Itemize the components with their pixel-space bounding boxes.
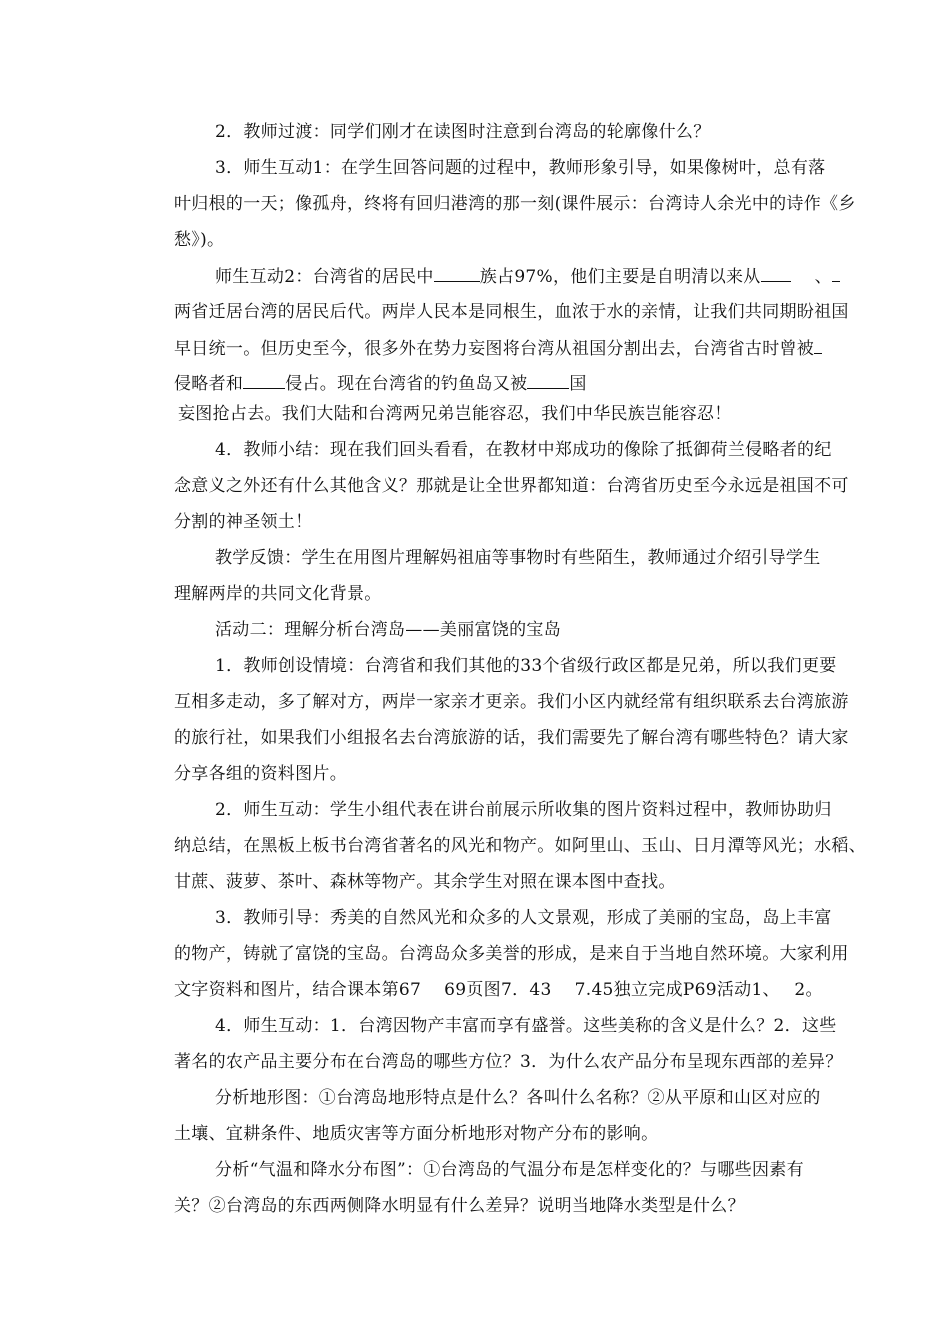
fill-blank	[814, 337, 822, 354]
paragraph-teacher-guidance-line-3: 文字资料和图片，结合课本第67 69页图7．43 7.45独立完成P69活动1、 2。	[174, 980, 823, 1000]
paragraph-terrain-analysis-line-1: 分析地形图：①台湾岛地形特点是什么？各叫什么名称？②从平原和山区对应的	[215, 1088, 821, 1108]
paragraph-teacher-summary-line-1: 4．教师小结：现在我们回头看看，在教材中郑成功的像除了抵御荷兰侵略者的纪	[215, 440, 832, 460]
paragraph-climate-analysis-line-1: 分析“气温和降水分布图”：①台湾岛的气温分布是怎样变化的？与哪些因素有	[215, 1160, 804, 1180]
paragraph-interaction-2-line-1: 师生互动2：台湾省的居民中 族占97%，他们主要是自明清以来从 、	[215, 265, 840, 288]
paragraph-questions-line-1: 4．师生互动：1．台湾因物产丰富而享有盛誉。这些美称的含义是什么？2．这些	[215, 1016, 837, 1036]
paragraph-interaction-2-line-3: 早日统一。但历史至今，很多外在势力妄图将台湾从祖国分割出去，台湾省古时曾被	[174, 337, 822, 360]
paragraph-climate-analysis-line-2: 关？②台湾岛的东西两侧降水明显有什么差异？说明当地降水类型是什么？	[174, 1196, 745, 1216]
paragraph-scenario-line-2: 互相多走动，多了解对方，两岸一家亲才更亲。我们小区内就经常有组织联系去台湾旅游	[174, 692, 849, 712]
fill-blank	[434, 265, 480, 282]
paragraph-interaction-1-line-2: 叶归根的一天；像孤舟，终将有回归港湾的那一刻(课件展示：台湾诗人余光中的诗作《乡	[174, 194, 856, 214]
paragraph-interaction-2-line-4: 侵略者和 侵占。现在台湾省的钓鱼岛又被 国	[174, 374, 587, 394]
paragraph-interaction-line-1: 2．师生互动：学生小组代表在讲台前展示所收集的图片资料过程中，教师协助归	[215, 800, 832, 820]
paragraph-teacher-guidance-line-2: 的物产，铸就了富饶的宝岛。台湾岛众多美誉的形成，是来自于当地自然环境。大家利用	[174, 944, 849, 964]
paragraph-teacher-transition: 2．教师过渡：同学们刚才在读图时注意到台湾岛的轮廓像什么？	[215, 122, 711, 142]
paragraph-scenario-line-3: 的旅行社，如果我们小组报名去台湾旅游的话，我们需要先了解台湾有哪些特色？请大家	[174, 728, 849, 748]
paragraph-teaching-feedback-line-1: 教学反馈：学生在用图片理解妈祖庙等事物时有些陌生，教师通过介绍引导学生	[215, 548, 821, 568]
activity-two-heading: 活动二：理解分析台湾岛——美丽富饶的宝岛	[215, 620, 561, 640]
paragraph-terrain-analysis-line-2: 土壤、宜耕条件、地质灾害等方面分析地形对物产分布的影响。	[174, 1124, 659, 1144]
paragraph-scenario-line-4: 分享各组的资料图片。	[174, 764, 347, 784]
paragraph-teacher-summary-line-2: 念意义之外还有什么其他含义？那就是让全世界都知道：台湾省历史至今永远是祖国不可	[174, 476, 849, 496]
paragraph-interaction-2-line-2: 两省迁居台湾的居民后代。两岸人民本是同根生，血浓于水的亲情，让我们共同期盼祖国	[174, 302, 849, 322]
paragraph-interaction-1-line-1: 3．师生互动1：在学生回答问题的过程中，教师形象引导，如果像树叶，总有落	[215, 158, 826, 178]
paragraph-questions-line-2: 著名的农产品主要分布在台湾岛的哪些方位？3．为什么农产品分布呈现东西部的差异？	[174, 1052, 843, 1072]
fill-blank	[761, 265, 791, 282]
paragraph-interaction-line-3: 甘蔗、菠萝、茶叶、森林等物产。其余学生对照在课本图中查找。	[174, 872, 676, 892]
paragraph-interaction-2-line-5: 妄图抢占去。我们大陆和台湾两兄弟岂能容忍，我们中华民族岂能容忍！	[178, 404, 732, 424]
paragraph-teaching-feedback-line-2: 理解两岸的共同文化背景。	[174, 584, 382, 604]
fill-blank	[527, 372, 569, 389]
paragraph-interaction-1-line-3: 愁》)。	[174, 230, 225, 250]
paragraph-teacher-summary-line-3: 分割的神圣领土！	[174, 512, 313, 532]
paragraph-interaction-line-2: 纳总结，在黑板上板书台湾省著名的风光和物产。如阿里山、玉山、日月潭等风光；水稻、	[174, 836, 866, 856]
paragraph-scenario-line-1: 1．教师创设情境：台湾省和我们其他的33个省级行政区都是兄弟，所以我们更要	[215, 656, 837, 676]
paragraph-teacher-guidance-line-1: 3．教师引导：秀美的自然风光和众多的人文景观，形成了美丽的宝岛，岛上丰富	[215, 908, 832, 928]
fill-blank	[832, 265, 840, 282]
fill-blank	[243, 372, 285, 389]
